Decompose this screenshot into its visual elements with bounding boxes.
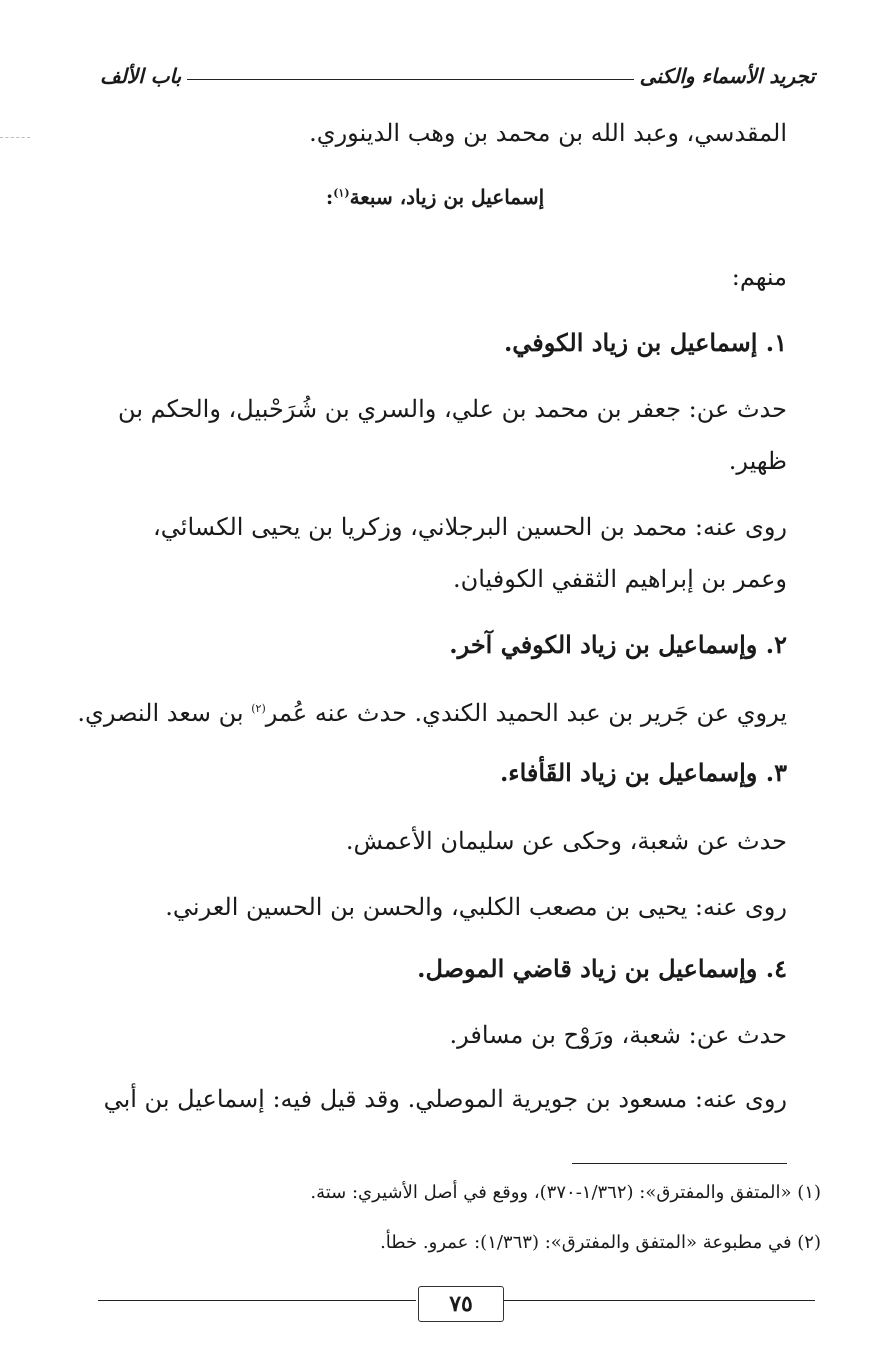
body-line: روى عنه: يحيى بن مصعب الكلبي، والحسن بن الحسين العرني.: [165, 893, 787, 921]
body-line: منهم:: [731, 263, 787, 291]
body-line-part: بن سعد النصري.: [77, 699, 244, 727]
scan-edge-mark: [0, 137, 30, 138]
entry-heading-4: ٤. وإسماعيل بن زياد قاضي الموصل.: [417, 954, 787, 983]
body-line: روى عنه: مسعود بن جويرية الموصلي. وقد قيل فيه: إسماعيل بن أبي: [103, 1085, 787, 1113]
footnote-ref-1: (١): [333, 186, 350, 200]
footer-rule-right: [503, 1300, 815, 1301]
footnote-separator: [572, 1163, 787, 1164]
footnote-2: (٢) في مطبوعة «المتفق والمفترق»: (١/٣٦٣): عمرو. خطأ.: [380, 1232, 821, 1253]
section-heading: [85, 182, 785, 212]
footnote-ref-2: (٢): [251, 702, 266, 715]
entry-heading-1: ١. إسماعيل بن زياد الكوفي.: [503, 328, 787, 357]
body-line: المقدسي، وعبد الله بن محمد بن وهب الدينوري.: [309, 119, 787, 147]
entry-heading-2: ٢. وإسماعيل بن زياد الكوفي آخر.: [449, 630, 787, 659]
body-line: روى عنه: محمد بن الحسين البرجلاني، وزكريا بن يحيى الكسائي،: [153, 513, 787, 541]
header-book-title: تجريد الأسماء والكنى: [639, 64, 815, 88]
running-header: [100, 52, 815, 88]
body-line: ظهير.: [728, 447, 787, 475]
body-line: حدث عن: شعبة، ورَوْح بن مسافر.: [449, 1021, 787, 1049]
entry-heading-3: ٣. وإسماعيل بن زياد القَأفاء.: [499, 758, 787, 787]
footer-rule-left: [98, 1300, 416, 1301]
footnote-1: (١) «المتفق والمفترق»: (١/٣٦٢-٣٧٠)، ووقع في أصل الأشيري: ستة.: [310, 1182, 821, 1203]
body-line: حدث عن شعبة، وحكى عن سليمان الأعمش.: [345, 827, 787, 855]
body-line-part: يروي عن جَرير بن عبد الحميد الكندي. حدث عنه عُمر: [265, 699, 787, 727]
body-line: حدث عن: جعفر بن محمد بن علي، والسري بن شُرَحْبيل، والحكم بن: [118, 395, 787, 423]
section-heading-tail: :: [325, 185, 334, 209]
body-line-with-note: [67, 698, 787, 728]
page-number: ٧٥: [418, 1286, 504, 1322]
body-line: وعمر بن إبراهيم الثقفي الكوفيان.: [452, 565, 787, 593]
header-rule: [187, 79, 633, 80]
section-heading-text: إسماعيل بن زياد، سبعة: [349, 185, 545, 209]
header-chapter: باب الألف: [100, 64, 182, 88]
